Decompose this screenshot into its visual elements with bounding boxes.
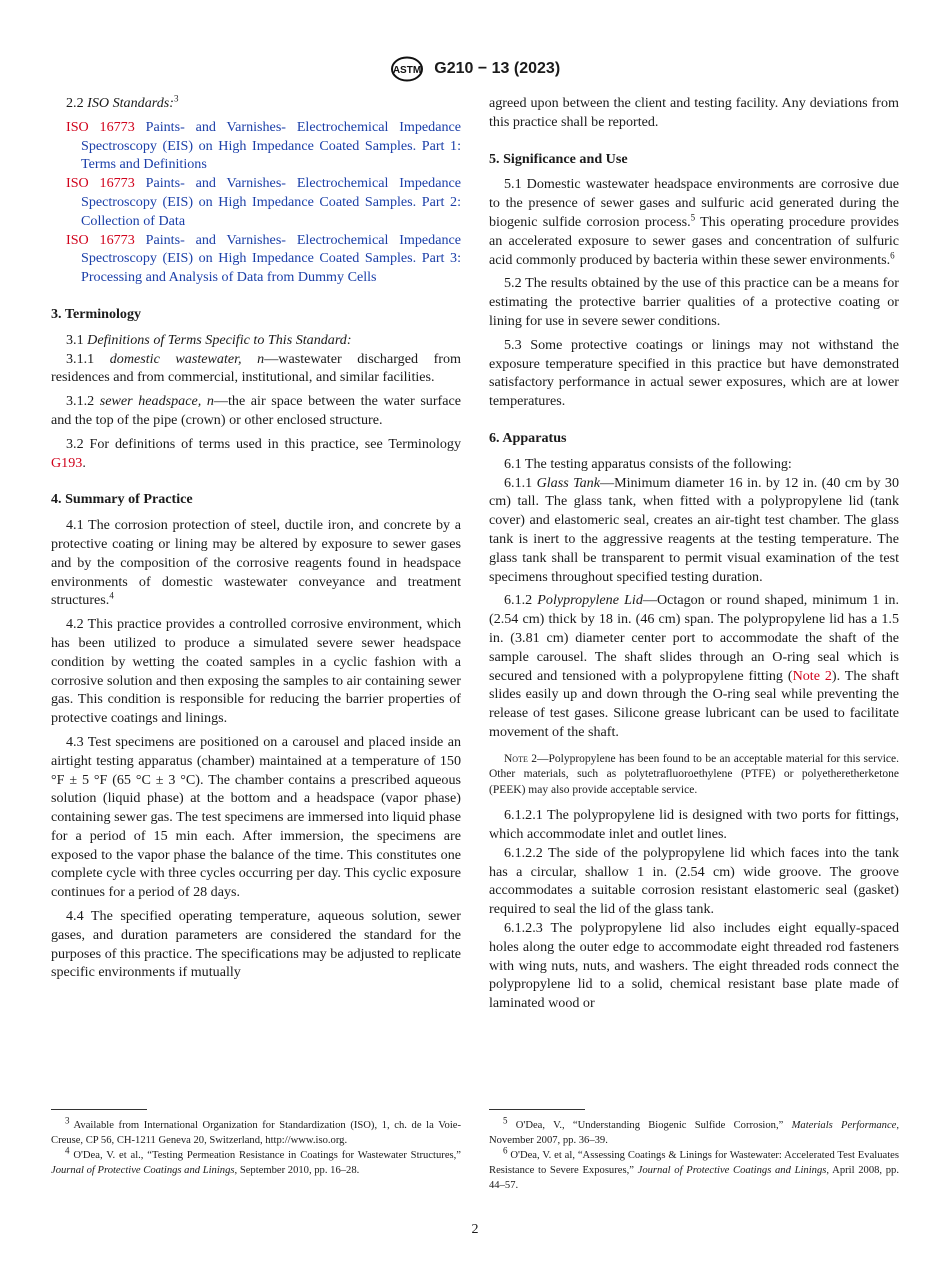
- para-3-2: 3.2 For definitions of terms used in this practice, see Terminology G193.: [51, 435, 461, 471]
- footnote-6: $^6$ O'Dea, V. et al, “Assessing Coatings & Linings for Wastewater: Accelerated Test Evaluates Resistance to Severe Exposures,” Journal of Protective Coatings and Linings, April 2008, pp. 44–57.: [489, 1145, 899, 1191]
- para-5-2: 5.2 The results obtained by the use of this practice can be a means for estimating the protective barrier qualities of a protective coating or lining for use in severe sewer conditions.: [489, 275, 899, 329]
- section-5-title: 5. Significance and Use: [489, 150, 628, 167]
- para-6-1-2: 6.1.2 Polypropylene Lid—Octagon or round shaped, minimum 1 in. (2.54 cm) thick by 18 in. (46 cm) span. The polypropylene lid has a 1.5 in. (3.81 cm) diameter center port to accommodate the shaft of the sample carousel. The shaft slides through an O-ring seal which is secured and tensioned with a polypropylene fitting (Note 2). The shaft slides easily up and down through the O-ring seal while preventing the release of test gases. Silicone grease lubricant can be used to facilitate movement of the shaft.: [489, 592, 899, 740]
- svg-text:ASTM: ASTM: [392, 65, 421, 76]
- para-3-1-1: 3.1.1 domestic wastewater, n—wastewater discharged from residences and from commercial, institutional, and similar facilities.: [51, 350, 461, 386]
- astm-logo-icon: [390, 56, 424, 82]
- para-4-2: 4.2 This practice provides a controlled corrosive environment, which has been utilized to produce a simulated severe sewer headspace condition by wetting the coated samples in a cyclic fashion with a corrosive solution and then exposing the samples to air containing sewer gas. This condition is responsible for reducing the barrier properties of protective coatings and linings.: [51, 616, 461, 727]
- para-4-3: 4.3 Test specimens are positioned on a carousel and placed inside an airtight testing apparatus (chamber) maintained at a temperature of 150 °F ± 5 °F (65 °C ± 3 °C). The chamber contains a prescribed aqueous solution (liquid phase) at the bottom and a headspace (vapor phase) containing sewer gas. The test specimens are immersed into liquid phase for a period of 15 min each. After immersion, the specimens are exposed to the vapor phase the balance of the time. This constitutes one complete cycle with three cycles occurring per day. This cyclic exposure continues for a period of 28 days.: [51, 733, 461, 901]
- footnotes-right: [489, 1115, 900, 1193]
- standard-designation: G210 − 13 (2023): [434, 60, 561, 77]
- para-3-1: 3.1 Definitions of Terms Specific to This Standard:: [66, 331, 352, 348]
- footnote-5: $^5$ O'Dea, V., “Understanding Biogenic Sulfide Corrosion,” Materials Performance, November 2007, pp. 36–39.: [489, 1115, 900, 1146]
- section-4-title: 4. Summary of Practice: [51, 491, 193, 508]
- right-column: [489, 94, 899, 1013]
- para-6-1-1: 6.1.1 Glass Tank—Minimum diameter 16 in. by 12 in. (40 cm by 30 cm) tall. The glass tank, when fitted with a polypropylene lid (tank cover) and elastomeric seal, creates an air-tight test chamber. The glass tank is inert to the aggressive reagents at the testing temperature. The glass tank shall be transparent to permit visual examination of the test specimens throughout specified testing duration.: [489, 474, 899, 585]
- para-6-1-2-1: 6.1.2.1 The polypropylene lid is designed with two ports for fittings, which accommodate inlet and outlet lines.: [489, 807, 899, 842]
- g193-link[interactable]: G193: [51, 454, 83, 471]
- page-number: 2: [471, 1222, 479, 1237]
- footnote-4: $^4$ O'Dea, V. et al., “Testing Permeation Resistance in Coatings for Wastewater Structures,” Journal of Protective Coatings and Linings, September 2010, pp. 16–28.: [51, 1145, 461, 1176]
- iso-heading: 2.2 ISO Standards:$^3$: [66, 93, 179, 111]
- para-3-1-2: 3.1.2 sewer headspace, n—the air space between the water surface and the top of the pipe (crown) or other enclosed structure.: [51, 393, 462, 428]
- note-2-link[interactable]: Note 2: [792, 667, 832, 684]
- para-4-4: 4.4 The specified operating temperature, aqueous solution, sewer gases, and duration parameters are considered the standard for the purposes of this practice. The specifications may be adjusted to replicate specific environments if mutually: [51, 908, 461, 981]
- page-header: [0, 56, 950, 82]
- footnote-rule-right: [489, 1109, 585, 1110]
- note-2: Note 2—Polypropylene has been found to be an acceptable material for this service. Other materials, such as polytetrafluoroethylene (PTFE) or polyetheretherketone (PEEK) may also provide acceptable service.: [489, 752, 899, 796]
- iso-ref-2[interactable]: ISO 16773 Paints- and Varnishes- Electrochemical Impedance Spectroscopy (EIS) on High Impedance Coated Samples. Part 2: Collection of Data: [66, 175, 462, 229]
- footnote-3: $^3$ Available from International Organization for Standardization (ISO), 1, ch. de la Voie-Creuse, CP 56, CH-1211 Geneva 20, Switzerland, http://www.iso.org.: [51, 1115, 461, 1146]
- iso-ref-1[interactable]: ISO 16773 Paints- and Varnishes- Electrochemical Impedance Spectroscopy (EIS) on High Impedance Coated Samples. Part 1: Terms and Definitions: [66, 118, 462, 173]
- section-3-title: 3. Terminology: [51, 305, 142, 322]
- footnote-rule-left: [51, 1109, 147, 1110]
- para-4-1: 4.1 The corrosion protection of steel, ductile iron, and concrete by a protective coating or lining may be altered by exposure to sewer gases and by the composition of the corrosive reagents found in headspace environments of domestic wastewater conveyance and treatment structures.$^4$: [51, 517, 461, 609]
- para-5-3: 5.3 Some protective coatings or linings may not withstand the exposure temperature specified in this practice but have demonstrated satisfactory performance in actual sewer exposures, which are at lower temperatures.: [489, 336, 899, 410]
- para-5-1: 5.1 Domestic wastewater headspace environments are corrosive due to the presence of sewer gases and sulfuric acid generated during the biogenic sulfide corrosion process.$^5$ This operating procedure provides an accelerated exposure to sewer gases and concentration of sulfuric acid commonly produced by bacteria within these sewer environments.$^6$: [489, 176, 900, 268]
- footnotes-left: [51, 1115, 461, 1178]
- para-4-4-continued: agreed upon between the client and testing facility. Any deviations from this practice shall be reported.: [489, 95, 899, 130]
- iso-ref-3[interactable]: ISO 16773 Paints- and Varnishes- Electrochemical Impedance Spectroscopy (EIS) on High Impedance Coated Samples. Part 3: Processing and Analysis of Data from Dummy Cells: [66, 231, 462, 286]
- para-6-1-2-2: 6.1.2.2 The side of the polypropylene lid which faces into the tank has a circular, shallow 1 in. (2.54 cm) wide groove. The groove accommodates a suitable corrosion resistant elastomeric seal (gasket) required to seal the lid of the glass tank.: [489, 844, 899, 918]
- para-6-1-2-3: 6.1.2.3 The polypropylene lid also includes eight equally-spaced holes along the outer edge to accommodate eight threaded rod fasteners with wing nuts, nuts, and washers. The eight threaded rods connect the polypropylene lid to a solid, chemical resistant base plate made of laminated wood or: [489, 919, 899, 1012]
- section-6-title: 6. Apparatus: [489, 429, 567, 446]
- para-6-1: 6.1 The testing apparatus consists of the following:: [504, 455, 792, 472]
- left-column: [51, 94, 461, 987]
